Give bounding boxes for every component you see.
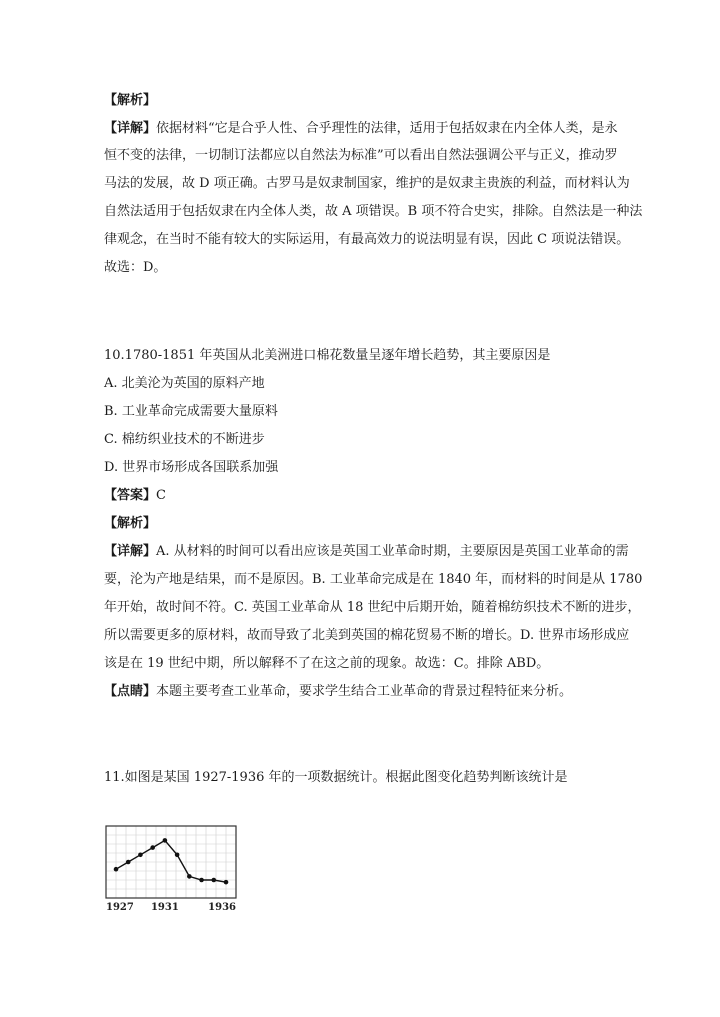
chart-point-1931 bbox=[163, 838, 168, 843]
q10-dianjing-text: 本题主要考查工业革命，要求学生结合工业革命的背景过程特征来分析。 bbox=[156, 684, 573, 699]
q10-option-c: C. 棉纺织业技术的不断进步 bbox=[104, 432, 265, 447]
chart-point-1936 bbox=[224, 880, 229, 885]
chart-tick-label-1936: 1936 bbox=[208, 902, 236, 913]
q9-detail-line-1 bbox=[104, 119, 618, 139]
q10-answer-tag: 【答案】 bbox=[104, 488, 157, 503]
chart-points bbox=[114, 838, 229, 884]
q10-detail-line-1 bbox=[104, 542, 629, 562]
q10-option-a: A. 北美沦为英国的原料产地 bbox=[104, 376, 265, 391]
chart-point-1928 bbox=[126, 860, 131, 865]
q10-jiexi-tag: 【解析】 bbox=[104, 516, 157, 531]
chart-point-1929 bbox=[138, 853, 143, 858]
q9-detail-line-5: 律观念，在当时不能有较大的实际运用，有最高效力的说法明显有误，因此 C 项说法错误。 bbox=[104, 232, 630, 247]
q9-detail-line-2: 恒不变的法律，一切制订法都应以自然法为标准”可以看出自然法强调公平与正义，推动罗 bbox=[104, 148, 618, 163]
q9-detail-text-1: 依据材料“它是合乎人性、合乎理性的法律，适用于包括奴隶在内全体人类，是永 bbox=[156, 121, 618, 136]
q9-detail-tag: 【详解】 bbox=[104, 121, 157, 136]
chart-point-1930 bbox=[150, 845, 155, 850]
q10-dianjing bbox=[104, 682, 572, 702]
q9-detail-line-3: 马法的发展，故 D 项正确。古罗马是奴隶制国家，维护的是奴隶主贵族的利益，而材料认为 bbox=[104, 176, 630, 191]
q11-line-chart bbox=[104, 824, 240, 916]
q9-detail-line-4: 自然法适用于包括奴隶在内全体人类，故 A 项错误。B 项不符合史实，排除。自然法是一种法 bbox=[104, 204, 643, 219]
q10-detail-text-1: A. 从材料的时间可以看出应该是英国工业革命时期，主要原因是英国工业革命的需 bbox=[156, 544, 629, 559]
chart-point-1935 bbox=[211, 878, 216, 883]
chart-tick-label-1927: 1927 bbox=[106, 902, 134, 913]
q10-answer-value: C bbox=[156, 488, 166, 503]
chart-point-1933 bbox=[187, 874, 192, 879]
chart-point-1927 bbox=[114, 867, 119, 872]
chart-series-line bbox=[116, 840, 226, 882]
q9-jiexi-tag: 【解析】 bbox=[104, 93, 157, 108]
q10-answer bbox=[104, 486, 166, 506]
q10-detail-tag: 【详解】 bbox=[104, 544, 157, 559]
q10-detail-line-3: 年开始，故时间不符。C. 英国工业革命从 18 世纪中后期开始，随着棉纺织技术不断的进步， bbox=[104, 600, 641, 615]
q11-stem: 11.如图是某国 1927-1936 年的一项数据统计。根据此图变化趋势判断该统计是 bbox=[104, 770, 568, 785]
q10-stem: 10.1780-1851 年英国从北美洲进口棉花数量呈逐年增长趋势，其主要原因是 bbox=[104, 348, 551, 363]
q10-option-b: B. 工业革命完成需要大量原料 bbox=[104, 404, 278, 419]
q9-detail-line-6: 故选：D。 bbox=[104, 260, 167, 275]
chart-grid bbox=[106, 826, 236, 898]
chart-tick-label-1931: 1931 bbox=[150, 902, 179, 913]
q10-option-d: D. 世界市场形成各国联系加强 bbox=[104, 460, 279, 475]
chart-point-1934 bbox=[199, 878, 204, 883]
chart-tick-labels bbox=[106, 902, 236, 913]
chart-point-1932 bbox=[175, 853, 180, 858]
q10-detail-line-5: 该是在 19 世纪中期，所以解释不了在这之前的现象。故选：C。排除 ABD。 bbox=[104, 656, 550, 671]
q10-detail-line-4: 所以需要更多的原材料，故而导致了北美到英国的棉花贸易不断的增长。D. 世界市场形成应 bbox=[104, 628, 630, 643]
q10-dianjing-tag: 【点睛】 bbox=[104, 684, 157, 699]
q10-detail-line-2: 要，沦为产地是结果，而不是原因。B. 工业革命完成是在 1840 年，而材料的时间是从 1780 bbox=[104, 572, 643, 587]
